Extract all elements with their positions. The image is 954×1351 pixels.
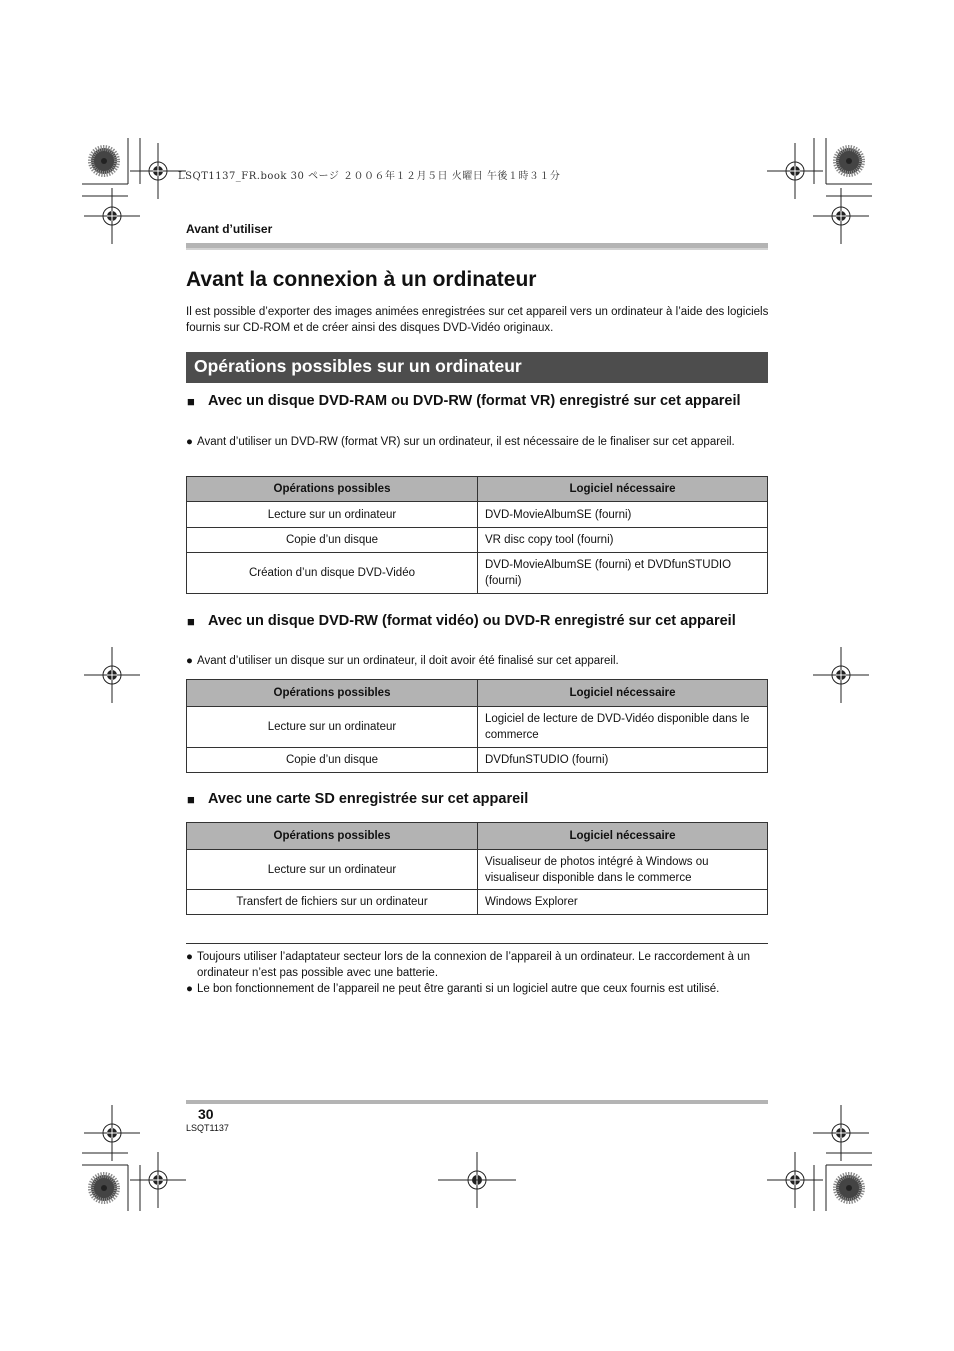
- intro-paragraph: Il est possible d’exporter des images animées enregistrées sur cet appareil vers un ordinateur à l’aide des logiciels fournis sur CD-ROM et de créer ainsi des disques DVD-Vidéo originaux.: [186, 306, 769, 334]
- column-header: Logiciel nécessaire: [478, 477, 768, 502]
- subheading-dvd-ram: [186, 392, 768, 411]
- bullet-icon: ●: [186, 655, 193, 667]
- table-cell: VR disc copy tool (fourni): [478, 528, 768, 553]
- note-finalized: [186, 653, 771, 669]
- bullet-icon: ●: [186, 951, 193, 963]
- column-header: Logiciel nécessaire: [478, 680, 768, 707]
- crosshair-icon: [84, 647, 140, 703]
- star-target-icon: [91, 148, 117, 174]
- table-row: [187, 707, 768, 748]
- bullet-icon: ●: [186, 436, 193, 448]
- crosshair-icon: [813, 647, 869, 703]
- square-bullet-icon: ■: [187, 792, 195, 807]
- table-cell: Création d’un disque DVD-Vidéo: [187, 553, 478, 594]
- table-cell: DVDfunSTUDIO (fourni): [478, 748, 768, 773]
- header-rule-light: [186, 248, 768, 250]
- footnote-text: Toujours utiliser l’adaptateur secteur lors de la connexion de l’appareil à un ordinateur. Le raccordement à un ordinateur n’est pas possible avec une batterie.: [197, 951, 750, 979]
- crosshair-icon: [767, 143, 823, 199]
- note-text: Avant d’utiliser un disque sur un ordinateur, il doit avoir été finalisé sur cet appareil.: [197, 655, 619, 667]
- footnote-software: [186, 981, 771, 997]
- table-cell: DVD-MovieAlbumSE (fourni) et DVDfunSTUDIO (fourni): [478, 553, 768, 594]
- table-row: [187, 748, 768, 773]
- footnote-adapter: [186, 949, 771, 981]
- print-info: LSQT1137_FR.book 30 ページ ２００６年１２月５日 火曜日 午後１時３１分: [178, 171, 561, 182]
- footnote-rule: [186, 943, 768, 944]
- subheading-dvd-rw-video: [186, 612, 768, 631]
- page-title: Avant la connexion à un ordinateur: [186, 268, 537, 291]
- column-header: Logiciel nécessaire: [478, 823, 768, 850]
- footnote-text: Le bon fonctionnement de l’appareil ne peut être garanti si un logiciel autre que ceux fournis est utilisé.: [197, 983, 720, 995]
- table-cell: Copie d’un disque: [187, 528, 478, 553]
- column-header: Opérations possibles: [187, 823, 478, 850]
- table-dvd-ram: [186, 476, 768, 594]
- table-dvd-rw-video: [186, 679, 768, 773]
- subheading-text: Avec un disque DVD-RAM ou DVD-RW (format VR) enregistré sur cet appareil: [208, 393, 741, 409]
- section-label: Avant d’utiliser: [186, 222, 273, 236]
- table-row: [187, 502, 768, 528]
- crosshair-icon: [767, 1152, 823, 1208]
- table-cell: Windows Explorer: [478, 890, 768, 915]
- star-target-icon: [836, 148, 862, 174]
- table-row: [187, 553, 768, 594]
- table-header-row: [187, 477, 768, 502]
- table-cell: Lecture sur un ordinateur: [187, 707, 478, 748]
- footer-rule: [186, 1100, 768, 1104]
- table-cell: DVD-MovieAlbumSE (fourni): [478, 502, 768, 528]
- subheading-sd-card: [186, 790, 768, 809]
- document-code: LSQT1137: [186, 1123, 229, 1133]
- subheading-text: Avec une carte SD enregistrée sur cet appareil: [208, 791, 529, 807]
- table-cell: Lecture sur un ordinateur: [187, 850, 478, 890]
- crosshair-icon: [130, 1152, 186, 1208]
- column-header: Opérations possibles: [187, 680, 478, 707]
- table-cell: Visualiseur de photos intégré à Windows ou visualiseur disponible dans le commerce: [478, 850, 768, 890]
- table-sd-card: [186, 822, 768, 915]
- table-cell: Lecture sur un ordinateur: [187, 502, 478, 528]
- note-finalize-vr: [186, 434, 771, 450]
- column-header: Opérations possibles: [187, 477, 478, 502]
- square-bullet-icon: ■: [187, 394, 195, 409]
- star-target-icon: [836, 1175, 862, 1201]
- subheading-text: Avec un disque DVD-RW (format vidéo) ou DVD-R enregistré sur cet appareil: [208, 613, 736, 629]
- table-row: [187, 850, 768, 890]
- table-row: [187, 890, 768, 915]
- note-text: Avant d’utiliser un DVD-RW (format VR) sur un ordinateur, il est nécessaire de le finaliser sur cet appareil.: [197, 436, 735, 448]
- page-number: 30: [198, 1106, 214, 1122]
- table-cell: Logiciel de lecture de DVD-Vidéo disponible dans le commerce: [478, 707, 768, 748]
- table-row: [187, 528, 768, 553]
- table-header-row: [187, 823, 768, 850]
- table-cell: Copie d’un disque: [187, 748, 478, 773]
- table-header-row: [187, 680, 768, 707]
- table-cell: Transfert de fichiers sur un ordinateur: [187, 890, 478, 915]
- star-target-icon: [91, 1175, 117, 1201]
- square-bullet-icon: ■: [187, 614, 195, 629]
- section-banner: Opérations possibles sur un ordinateur: [186, 352, 768, 383]
- bullet-icon: ●: [186, 983, 193, 995]
